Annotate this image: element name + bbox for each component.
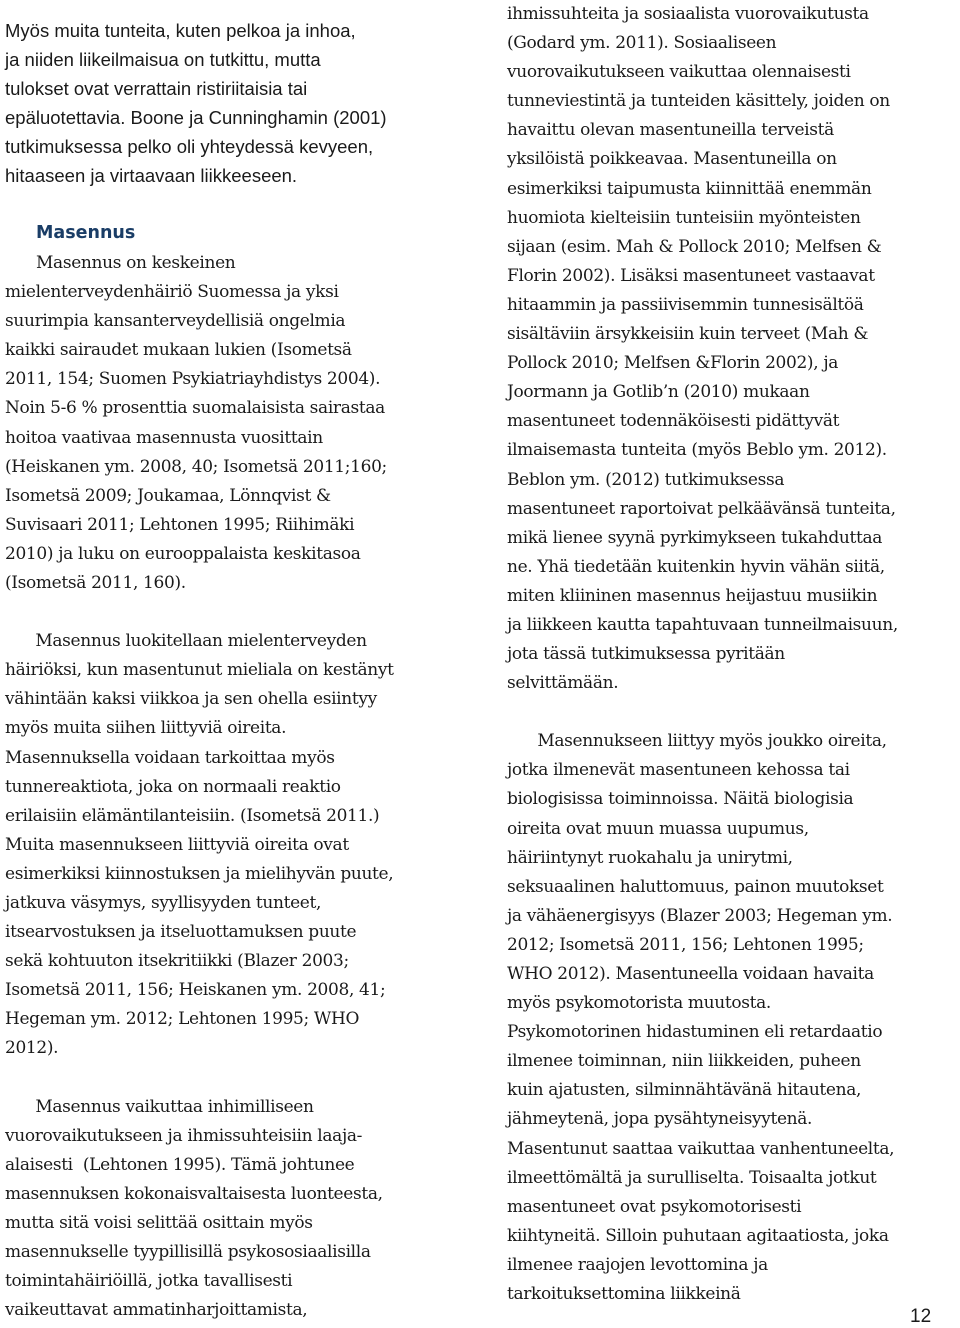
text-line: WHO 2012). Masentuneella voidaan havaita (507, 964, 874, 984)
text-line: ilmenee toiminnan, niin liikkeiden, puheen (507, 1051, 861, 1072)
text-line: jotka ilmenevät masentuneen kehossa tai (507, 760, 850, 781)
text-line: mielenterveydenhäiriö Suomessa ja yksi (5, 282, 339, 303)
text-line: 2011, 154; Suomen Psykiatriayhdistys 2004). (5, 369, 381, 390)
text-line: Isometsä 2009; Joukamaa, Lönnqvist & (5, 485, 331, 506)
text-line: 2010) ja luku on eurooppalaista keskitasoa (5, 543, 361, 564)
text-line: Masennukseen liittyy myös joukko oireita, (507, 731, 887, 752)
text-line: myös psykomotorista muutosta. (507, 993, 771, 1014)
text-line: kiihtyneitä. Silloin puhutaan agitaatiosta, joka (507, 1225, 889, 1246)
text-line: ilmaisemasta tunteita (myös Beblo ym. 2012). (507, 440, 887, 461)
text-line: tarkoituksettomina liikkeinä (507, 1284, 741, 1305)
text-line: seksuaalinen haluttomuus, painon muutokset (507, 876, 884, 897)
text-line: itsearvostuksen ja itseluottamuksen puute (5, 922, 357, 943)
paragraph (5, 627, 475, 1063)
page-number: 12 (910, 1306, 932, 1327)
text-line: ilmenee raajojen levottomina ja (507, 1254, 768, 1275)
text-line: (Heiskanen ym. 2008, 40; Isometsä 2011;160; (5, 456, 387, 477)
text-line: tunneviestintä ja tunteiden käsittely, joiden on (507, 91, 890, 112)
text-line: 2012; Isometsä 2011, 156; Lehtonen 1995; (507, 934, 864, 955)
text-line: Florin 2002). Lisäksi masentuneet vastaavat (507, 265, 875, 286)
text-line: hitaaseen ja virtaavaan liikkeeseen. (5, 165, 298, 186)
text-line: tulokset ovat verrattain ristiriitaisia tai (5, 78, 308, 99)
text-line: Masennus luokitellaan mielenterveyden (5, 631, 367, 652)
text-line: masentuneet raportoivat pelkäävänsä tunteita, (507, 498, 896, 519)
text-line: huomiota kielteisiin tunteisiin myönteisten (507, 207, 861, 228)
text-line: Pollock 2010; Melfsen &Florin 2002), ja (507, 353, 839, 374)
text-line: Psykomotorinen hidastuminen eli retardaatio (507, 1022, 883, 1043)
text-line: Joormann ja Gotlib’n (2010) mukaan (507, 382, 810, 403)
text-line: ja liikkeen kautta tapahtuvaan tunneilmaisuun, (507, 614, 898, 635)
text-line: ne. Yhä tiedetään kuitenkin hyvin vähän siitä, (507, 556, 885, 577)
text-line: sisältäviin ärsykkeisiin kuin terveet (Mah & (507, 324, 869, 345)
text-line: masentuneet todennäköisesti pidättyvät (507, 411, 840, 432)
text-line: tunnereaktiota, joka on normaali reaktio (5, 776, 341, 797)
text-line: Masennus vaikuttaa inhimilliseen (5, 1096, 314, 1117)
text-line: (Godard ym. 2011). Sosiaaliseen (507, 33, 777, 54)
paragraph (507, 727, 957, 1309)
text-line: ihmissuhteita ja sosiaalista vuorovaikutusta (507, 4, 869, 24)
text-line: hoitoa vaativaa masennusta vuosittain (5, 427, 323, 448)
text-line: oireita ovat muun muassa uupumus, (507, 818, 809, 839)
text-line: vähintään kaksi viikkoa ja sen ohella esiintyy (5, 689, 377, 710)
text-line: yksilöistä poikkeavaa. Masentuneilla on (507, 149, 837, 170)
text-line: masennukselle tyypillisillä psykososiaalisilla (5, 1242, 371, 1262)
text-line: mikä lienee syynä pyrkimykseen tukahduttaa (507, 527, 883, 548)
text-line: vuorovaikutukseen vaikuttaa olennaisesti (507, 62, 851, 83)
text-line: jähmeytenä, jopa pysähtyneisyytenä. (507, 1109, 813, 1130)
text-line: Beblon ym. (2012) tutkimuksessa (507, 469, 785, 490)
text-line: vuorovaikutukseen ja ihmissuhteisiin laaja- (5, 1125, 363, 1146)
text-line: tutkimuksessa pelko oli yhteydessä kevyeen, (5, 136, 374, 157)
text-line: miten kliininen masennus heijastuu musiikin (507, 585, 878, 606)
right-column (507, 0, 957, 1309)
text-line: havaittu olevan masentuneilla terveistä (507, 120, 834, 141)
text-line: suurimpia kansanterveydellisiä ongelmia (5, 311, 346, 332)
text-line: toimintahäiriöillä, jotka tavallisesti (5, 1271, 293, 1292)
text-line: kuin ajatusten, silminnähtävänä hitautena, (507, 1080, 862, 1101)
text-line: kaikki sairaudet mukaan lukien (Isometsä (5, 340, 352, 361)
text-line: Myös muita tunteita, kuten pelkoa ja inhoa, (5, 20, 356, 41)
text-line: esimerkiksi taipumusta kiinnittää enemmän (507, 178, 872, 199)
paragraph (5, 278, 475, 598)
text-line: biologisissa toiminnoissa. Näitä biologisia (507, 789, 854, 810)
text-line: Masennus on keskeinen (36, 253, 236, 273)
text-line: myös muita siihen liittyviä oireita. (5, 718, 287, 739)
text-line: Isometsä 2011, 156; Heiskanen ym. 2008, 41; (5, 980, 386, 1001)
paragraph (507, 0, 957, 698)
text-line: Hegeman ym. 2012; Lehtonen 1995; WHO (5, 1009, 360, 1030)
text-line: jatkuva väsymys, syyllisyyden tunteet, (5, 892, 322, 913)
paragraph (5, 249, 475, 278)
text-line: hitaammin ja passiivisemmin tunnesisältöä (507, 294, 864, 315)
text-line: mutta sitä voisi selittää osittain myös (5, 1212, 313, 1233)
text-line: Suvisaari 2011; Lehtonen 1995; Riihimäki (5, 514, 355, 535)
intro-paragraph (5, 0, 475, 190)
text-line: häiriintynyt ruokahalu ja unirytmi, (507, 847, 793, 868)
text-line: Muita masennukseen liittyviä oireita ovat (5, 834, 349, 855)
text-line: (Isometsä 2011, 160). (5, 573, 186, 594)
section-heading: Masennus (36, 223, 136, 243)
text-line: ja vähäenergisyys (Blazer 2003; Hegeman ym. (507, 905, 893, 926)
text-line: Noin 5-6 % prosenttia suomalaisista sairastaa (5, 398, 385, 419)
text-line: Masennuksella voidaan tarkoittaa myös (5, 747, 335, 768)
text-line: masentuneet ovat psykomotorisesti (507, 1196, 802, 1217)
text-line: masennuksen kokonaisvaltaisesta luonteesta, (5, 1183, 383, 1204)
left-column (5, 0, 475, 1325)
text-line: ja niiden liikeilmaisua on tutkittu, mutta (5, 49, 321, 70)
text-line: jota tässä tutkimuksessa pyritään (507, 644, 785, 665)
text-line: häiriöksi, kun masentunut mieliala on kestänyt (5, 660, 394, 681)
text-line: esimerkiksi kiinnostuksen ja mielihyvän puute, (5, 863, 394, 884)
text-line: 2012). (5, 1038, 59, 1059)
text-line: sijaan (esim. Mah & Pollock 2010; Melfsen & (507, 236, 882, 257)
text-line: sekä kohtuuton itsekritiikki (Blazer 2003; (5, 951, 349, 972)
text-line: Masentunut saattaa vaikuttaa vanhentuneelta, (507, 1138, 895, 1159)
text-line: epäluotettavia. Boone ja Cunninghamin (2001) (5, 107, 387, 128)
text-line: alaisesti (Lehtonen 1995). Tämä johtunee (5, 1154, 355, 1175)
text-line: vaikeuttavat ammatinharjoittamista, (5, 1300, 308, 1321)
paragraph (5, 1093, 475, 1326)
text-line: erilaisiin elämäntilanteisiin. (Isometsä 2011.) (5, 805, 380, 826)
text-line: ilmeettömältä ja surulliselta. Toisaalta jotkut (507, 1167, 877, 1188)
text-line: selvittämään. (507, 673, 619, 694)
